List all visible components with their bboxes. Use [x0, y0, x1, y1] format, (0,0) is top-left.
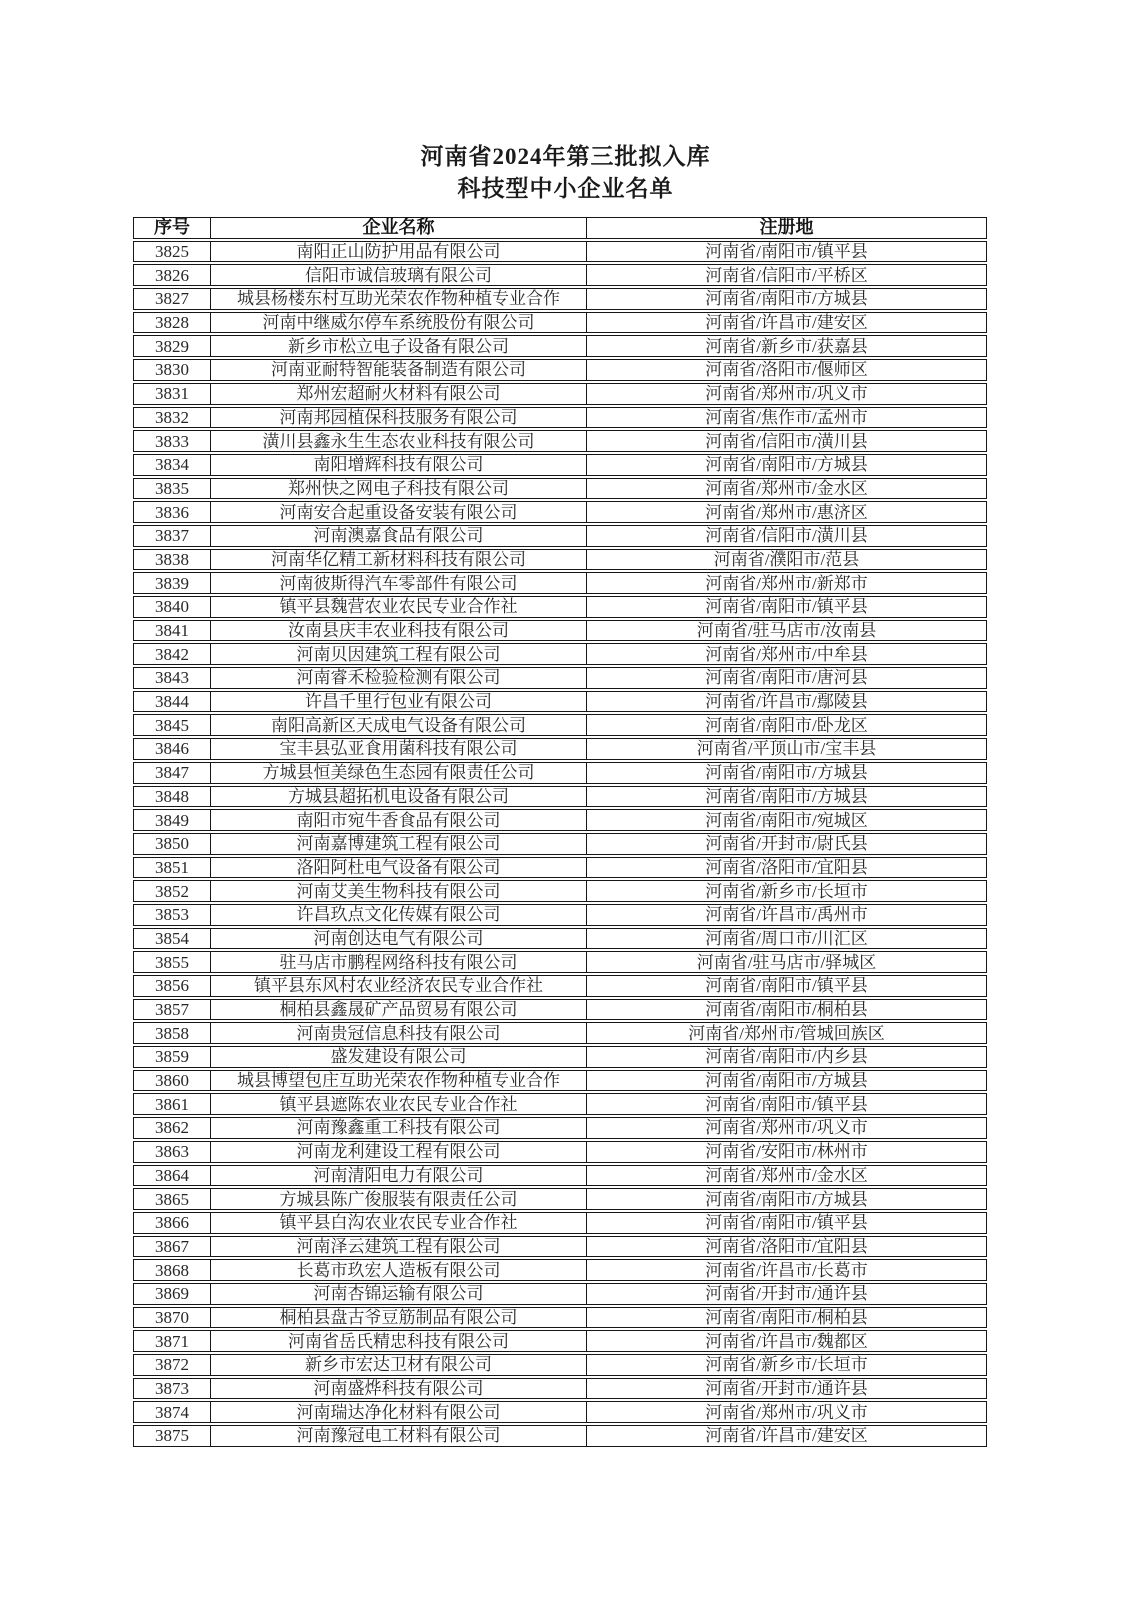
table-row: [133, 241, 987, 263]
table-row: [133, 454, 987, 476]
cell-company-name: 桐柏县鑫晟矿产品贸易有限公司: [210, 1000, 587, 1020]
table-row: [133, 1022, 987, 1044]
cell-registration-place: 河南省/洛阳市/宜阳县: [705, 1236, 868, 1256]
cell-serial-number: 3841: [155, 621, 189, 641]
table-row: [133, 809, 987, 831]
cell-company-name: 河南创达电气有限公司: [210, 929, 587, 949]
cell-registration-place: 河南省/南阳市/方城县: [705, 455, 868, 475]
table-row: [133, 762, 987, 784]
table-row: [133, 430, 987, 452]
cell-serial-number: 3862: [155, 1118, 189, 1138]
cell-serial-number: 3851: [155, 857, 189, 877]
cell-serial-number: 3830: [155, 360, 189, 380]
cell-company-name: 河南贵冠信息科技有限公司: [210, 1023, 587, 1043]
cell-registration-place: 河南省/郑州市/巩义市: [705, 1402, 868, 1422]
cell-company-name: 城县杨楼东村互助光荣农作物种植专业合作: [210, 289, 587, 309]
cell-company-name: 河南澳嘉食品有限公司: [210, 526, 587, 546]
cell-company-name: 郑州宏超耐火材料有限公司: [210, 384, 587, 404]
cell-registration-place: 河南省/安阳市/林州市: [705, 1142, 868, 1162]
table-row: [133, 904, 987, 926]
cell-registration-place: 河南省/新乡市/长垣市: [705, 1355, 868, 1375]
cell-company-name: 河南中继威尔停车系统股份有限公司: [210, 313, 587, 333]
cell-company-name: 驻马店市鹏程网络科技有限公司: [210, 952, 587, 972]
cell-company-name: 镇平县遮陈农业农民专业合作社: [210, 1094, 587, 1114]
cell-serial-number: 3843: [155, 668, 189, 688]
table-row: [133, 738, 987, 760]
cell-serial-number: 3874: [155, 1402, 189, 1422]
cell-serial-number: 3869: [155, 1284, 189, 1304]
cell-serial-number: 3826: [155, 265, 189, 285]
cell-company-name: 河南豫冠电工材料有限公司: [210, 1426, 587, 1446]
table-row: [133, 975, 987, 997]
cell-company-name: 河南彼斯得汽车零部件有限公司: [210, 573, 587, 593]
cell-registration-place: 河南省/南阳市/方城县: [705, 1189, 868, 1209]
table-row: [133, 549, 987, 571]
company-table: [133, 217, 987, 1447]
cell-company-name: 河南龙利建设工程有限公司: [210, 1142, 587, 1162]
table-row: [133, 1283, 987, 1305]
cell-serial-number: 3854: [155, 928, 189, 948]
cell-registration-place: 河南省/南阳市/镇平县: [705, 1094, 868, 1114]
cell-company-name: 河南瑞达净化材料有限公司: [210, 1402, 587, 1422]
cell-registration-place: 河南省/郑州市/金水区: [705, 1165, 868, 1185]
cell-company-name: 南阳正山防护用品有限公司: [210, 242, 587, 262]
table-row: [133, 478, 987, 500]
cell-company-name: 潢川县鑫永生生态农业科技有限公司: [210, 431, 587, 451]
cell-serial-number: 3849: [155, 810, 189, 830]
cell-registration-place: 河南省/南阳市/卧龙区: [705, 715, 868, 735]
cell-registration-place: 河南省/南阳市/方城县: [705, 289, 868, 309]
table-row: [133, 359, 987, 381]
cell-serial-number: 3875: [155, 1426, 189, 1446]
cell-serial-number: 3863: [155, 1142, 189, 1162]
cell-registration-place: 河南省/南阳市/唐河县: [705, 668, 868, 688]
header-company-name: 企业名称: [210, 218, 587, 238]
cell-serial-number: 3855: [155, 952, 189, 972]
table-row: [133, 880, 987, 902]
header-registration-place: 注册地: [759, 218, 814, 238]
cell-serial-number: 3829: [155, 336, 189, 356]
cell-company-name: 河南睿禾检验检测有限公司: [210, 668, 587, 688]
cell-serial-number: 3868: [155, 1260, 189, 1280]
table-row: [133, 1354, 987, 1376]
cell-registration-place: 河南省/南阳市/方城县: [705, 763, 868, 783]
cell-company-name: 南阳高新区天成电气设备有限公司: [210, 715, 587, 735]
table-row: [133, 1307, 987, 1329]
cell-serial-number: 3860: [155, 1071, 189, 1091]
cell-company-name: 许昌千里行包业有限公司: [210, 692, 587, 712]
table-row: [133, 951, 987, 973]
cell-serial-number: 3848: [155, 786, 189, 806]
cell-registration-place: 河南省/郑州市/中牟县: [705, 644, 868, 664]
cell-registration-place: 河南省/郑州市/金水区: [705, 478, 868, 498]
cell-serial-number: 3832: [155, 407, 189, 427]
table-row: [133, 1378, 987, 1400]
table-row: [133, 1212, 987, 1234]
cell-serial-number: 3827: [155, 289, 189, 309]
cell-company-name: 河南盛烨科技有限公司: [210, 1379, 587, 1399]
cell-company-name: 河南贝因建筑工程有限公司: [210, 644, 587, 664]
cell-registration-place: 河南省/许昌市/鄢陵县: [705, 692, 868, 712]
cell-serial-number: 3857: [155, 1000, 189, 1020]
cell-serial-number: 3847: [155, 763, 189, 783]
cell-registration-place: 河南省/郑州市/管城回族区: [688, 1023, 885, 1043]
cell-registration-place: 河南省/许昌市/建安区: [705, 313, 868, 333]
cell-registration-place: 河南省/南阳市/镇平县: [705, 597, 868, 617]
cell-registration-place: 河南省/南阳市/桐柏县: [705, 1307, 868, 1327]
cell-registration-place: 河南省/新乡市/获嘉县: [705, 336, 868, 356]
cell-company-name: 方城县陈广俊服装有限责任公司: [210, 1189, 587, 1209]
cell-serial-number: 3836: [155, 502, 189, 522]
cell-company-name: 河南嘉博建筑工程有限公司: [210, 834, 587, 854]
table-row: [133, 786, 987, 808]
table-row: [133, 620, 987, 642]
cell-registration-place: 河南省/信阳市/潢川县: [705, 431, 868, 451]
cell-registration-place: 河南省/南阳市/方城县: [705, 1071, 868, 1091]
cell-registration-place: 河南省/平顶山市/宝丰县: [696, 739, 877, 759]
cell-company-name: 信阳市诚信玻璃有限公司: [210, 265, 587, 285]
cell-serial-number: 3873: [155, 1379, 189, 1399]
cell-company-name: 方城县恒美绿色生态园有限责任公司: [210, 763, 587, 783]
cell-company-name: 洛阳阿杜电气设备有限公司: [210, 858, 587, 878]
cell-serial-number: 3842: [155, 644, 189, 664]
table-row: [133, 383, 987, 405]
table-row: [133, 1425, 987, 1447]
cell-serial-number: 3867: [155, 1236, 189, 1256]
table-row: [133, 857, 987, 879]
cell-company-name: 河南亚耐特智能装备制造有限公司: [210, 360, 587, 380]
cell-company-name: 镇平县白沟农业农民专业合作社: [210, 1213, 587, 1233]
cell-registration-place: 河南省/南阳市/镇平县: [705, 1213, 868, 1233]
cell-company-name: 郑州快之网电子科技有限公司: [210, 479, 587, 499]
cell-serial-number: 3838: [155, 549, 189, 569]
cell-company-name: 河南省岳氏精忠科技有限公司: [210, 1331, 587, 1351]
cell-registration-place: 河南省/濮阳市/范县: [713, 549, 860, 569]
table-row: [133, 525, 987, 547]
cell-registration-place: 河南省/开封市/通许县: [705, 1379, 868, 1399]
cell-company-name: 河南邦园植保科技服务有限公司: [210, 408, 587, 428]
cell-serial-number: 3828: [155, 313, 189, 333]
table-row: [133, 691, 987, 713]
cell-registration-place: 河南省/郑州市/巩义市: [705, 384, 868, 404]
table-row: [133, 1141, 987, 1163]
cell-company-name: 宝丰县弘亚食用菌科技有限公司: [210, 739, 587, 759]
table-row: [133, 407, 987, 429]
table-row: [133, 643, 987, 665]
cell-company-name: 城县博望包庄互助光荣农作物种植专业合作: [210, 1071, 587, 1091]
cell-serial-number: 3833: [155, 431, 189, 451]
cell-company-name: 镇平县魏营农业农民专业合作社: [210, 597, 587, 617]
cell-company-name: 河南华亿精工新材料科技有限公司: [210, 550, 587, 570]
document-title: [0, 141, 1131, 205]
cell-registration-place: 河南省/南阳市/镇平县: [705, 976, 868, 996]
title-line-1: 河南省2024年第三批拟入库: [420, 144, 711, 169]
cell-company-name: 河南清阳电力有限公司: [210, 1166, 587, 1186]
header-serial-number: 序号: [154, 218, 190, 238]
cell-registration-place: 河南省/郑州市/新郑市: [705, 573, 868, 593]
table-row: [133, 1046, 987, 1068]
table-row: [133, 1401, 987, 1423]
cell-company-name: 许昌玖点文化传媒有限公司: [210, 905, 587, 925]
cell-serial-number: 3861: [155, 1094, 189, 1114]
table-row: [133, 1070, 987, 1092]
cell-registration-place: 河南省/信阳市/潢川县: [705, 526, 868, 546]
cell-serial-number: 3864: [155, 1165, 189, 1185]
cell-serial-number: 3870: [155, 1307, 189, 1327]
cell-registration-place: 河南省/南阳市/桐柏县: [705, 1000, 868, 1020]
cell-serial-number: 3846: [155, 739, 189, 759]
cell-registration-place: 河南省/南阳市/镇平县: [705, 242, 868, 262]
cell-company-name: 新乡市松立电子设备有限公司: [210, 336, 587, 356]
cell-serial-number: 3856: [155, 976, 189, 996]
cell-company-name: 长葛市玖宏人造板有限公司: [210, 1260, 587, 1280]
cell-company-name: 南阳市宛牛香食品有限公司: [210, 810, 587, 830]
cell-serial-number: 3871: [155, 1331, 189, 1351]
cell-serial-number: 3866: [155, 1213, 189, 1233]
table-row: [133, 1330, 987, 1352]
title-line-2: 科技型中小企业名单: [457, 176, 674, 201]
cell-registration-place: 河南省/许昌市/建安区: [705, 1426, 868, 1446]
table-row: [133, 1165, 987, 1187]
table-row: [133, 833, 987, 855]
cell-serial-number: 3837: [155, 526, 189, 546]
cell-serial-number: 3859: [155, 1047, 189, 1067]
cell-company-name: 方城县超拓机电设备有限公司: [210, 787, 587, 807]
cell-registration-place: 河南省/焦作市/孟州市: [705, 407, 868, 427]
table-row: [133, 335, 987, 357]
cell-company-name: 河南艾美生物科技有限公司: [210, 881, 587, 901]
cell-company-name: 盛发建设有限公司: [210, 1047, 587, 1067]
table-row: [133, 1188, 987, 1210]
table-row: [133, 312, 987, 334]
cell-serial-number: 3825: [155, 242, 189, 262]
cell-company-name: 新乡市宏达卫材有限公司: [210, 1355, 587, 1375]
cell-serial-number: 3853: [155, 905, 189, 925]
cell-registration-place: 河南省/南阳市/方城县: [705, 786, 868, 806]
cell-serial-number: 3844: [155, 692, 189, 712]
cell-registration-place: 河南省/洛阳市/偃师区: [705, 360, 868, 380]
cell-registration-place: 河南省/驻马店市/汝南县: [696, 621, 877, 641]
cell-company-name: 河南安合起重设备安装有限公司: [210, 502, 587, 522]
cell-serial-number: 3850: [155, 834, 189, 854]
table-row: [133, 928, 987, 950]
cell-serial-number: 3840: [155, 597, 189, 617]
cell-registration-place: 河南省/开封市/尉氏县: [705, 834, 868, 854]
table-row: [133, 667, 987, 689]
cell-registration-place: 河南省/洛阳市/宜阳县: [705, 857, 868, 877]
cell-serial-number: 3834: [155, 455, 189, 475]
cell-registration-place: 河南省/南阳市/内乡县: [705, 1047, 868, 1067]
cell-company-name: 汝南县庆丰农业科技有限公司: [210, 621, 587, 641]
cell-serial-number: 3835: [155, 478, 189, 498]
table-row: [133, 572, 987, 594]
table-header-row: [133, 217, 987, 239]
table-row: [133, 596, 987, 618]
cell-registration-place: 河南省/许昌市/禹州市: [705, 905, 868, 925]
cell-registration-place: 河南省/郑州市/巩义市: [705, 1118, 868, 1138]
cell-serial-number: 3839: [155, 573, 189, 593]
cell-registration-place: 河南省/开封市/通许县: [705, 1284, 868, 1304]
cell-registration-place: 河南省/驻马店市/驿城区: [696, 952, 877, 972]
cell-serial-number: 3852: [155, 881, 189, 901]
table-row: [133, 1259, 987, 1281]
table-row: [133, 1236, 987, 1258]
cell-registration-place: 河南省/南阳市/宛城区: [705, 810, 868, 830]
cell-serial-number: 3872: [155, 1355, 189, 1375]
cell-company-name: 河南泽云建筑工程有限公司: [210, 1237, 587, 1257]
cell-serial-number: 3831: [155, 384, 189, 404]
table-row: [133, 1093, 987, 1115]
table-row: [133, 501, 987, 523]
cell-registration-place: 河南省/许昌市/魏都区: [705, 1331, 868, 1351]
cell-registration-place: 河南省/郑州市/惠济区: [705, 502, 868, 522]
cell-serial-number: 3858: [155, 1023, 189, 1043]
cell-company-name: 南阳增辉科技有限公司: [210, 455, 587, 475]
table-row: [133, 999, 987, 1021]
cell-serial-number: 3865: [155, 1189, 189, 1209]
table-body: [133, 241, 987, 1447]
cell-company-name: 镇平县东风村农业经济农民专业合作社: [210, 976, 587, 996]
table-row: [133, 714, 987, 736]
cell-company-name: 桐柏县盘古爷豆筋制品有限公司: [210, 1308, 587, 1328]
cell-registration-place: 河南省/信阳市/平桥区: [705, 265, 868, 285]
table-row: [133, 288, 987, 310]
table-row: [133, 264, 987, 286]
cell-company-name: 河南杏锦运输有限公司: [210, 1284, 587, 1304]
table-row: [133, 1117, 987, 1139]
cell-registration-place: 河南省/新乡市/长垣市: [705, 881, 868, 901]
cell-serial-number: 3845: [155, 715, 189, 735]
cell-registration-place: 河南省/周口市/川汇区: [705, 928, 868, 948]
cell-registration-place: 河南省/许昌市/长葛市: [705, 1260, 868, 1280]
cell-company-name: 河南豫鑫重工科技有限公司: [210, 1118, 587, 1138]
